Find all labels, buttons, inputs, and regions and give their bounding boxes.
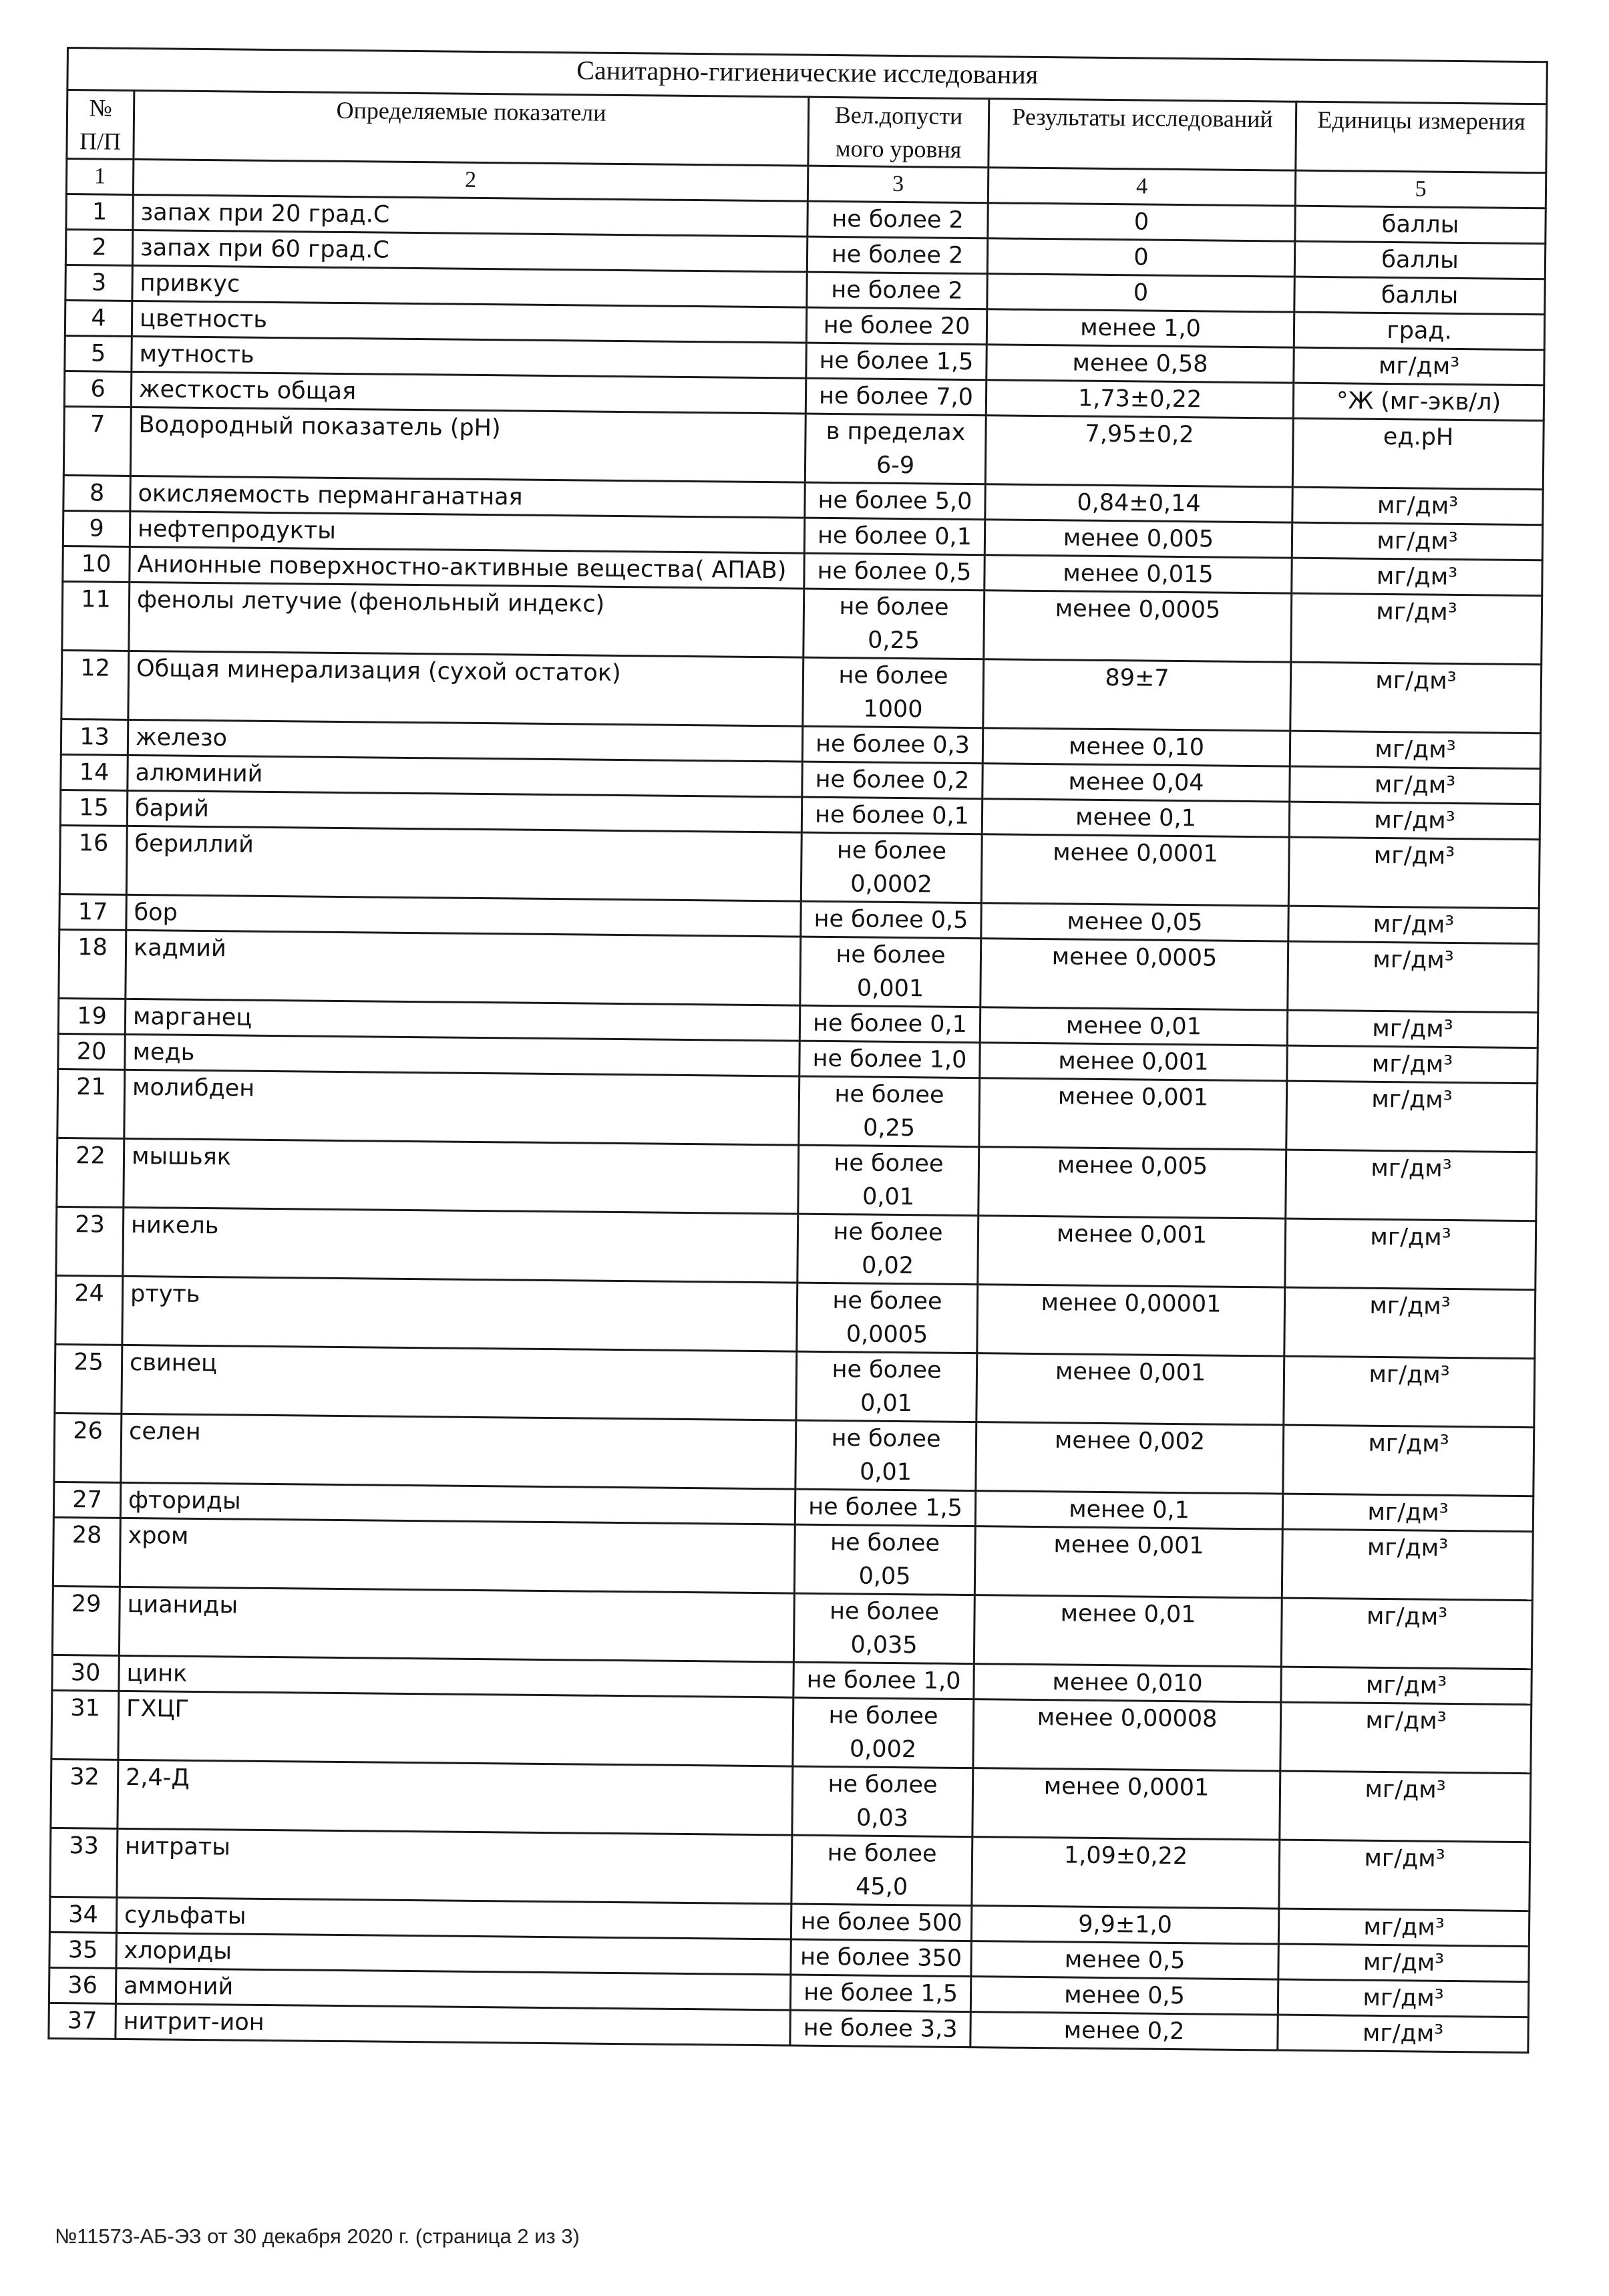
test-result: менее 0,10 — [982, 728, 1290, 766]
row-number: 35 — [49, 1932, 117, 1968]
test-result: менее 0,1 — [982, 799, 1289, 837]
row-number: 3 — [65, 265, 133, 301]
measurement-unit: мг/дм³ — [1287, 1045, 1538, 1084]
permissible-level: не более 0,002 — [793, 1697, 974, 1768]
permissible-level: не более 2 — [807, 236, 987, 274]
measurement-unit: мг/дм³ — [1290, 766, 1541, 804]
indicator-name: мышьяк — [124, 1138, 799, 1214]
permissible-level: не более 0,02 — [797, 1214, 978, 1285]
measurement-unit: мг/дм³ — [1280, 1771, 1531, 1842]
measurement-unit: мг/дм³ — [1288, 941, 1539, 1013]
measurement-unit: мг/дм³ — [1286, 1081, 1538, 1152]
measurement-unit: баллы — [1294, 241, 1546, 279]
test-result: менее 0,01 — [974, 1595, 1282, 1667]
measurement-unit: мг/дм³ — [1284, 1356, 1535, 1428]
test-result: менее 0,001 — [976, 1353, 1284, 1425]
permissible-level: не более 5,0 — [805, 482, 985, 520]
row-number: 30 — [52, 1655, 120, 1691]
indicator-name: марганец — [125, 999, 799, 1041]
row-number: 16 — [59, 825, 127, 894]
test-result: 0 — [988, 203, 1295, 241]
permissible-level: не более 0,03 — [792, 1766, 973, 1837]
indicator-name: мутность — [132, 336, 806, 378]
row-number: 34 — [49, 1897, 117, 1933]
measurement-unit: мг/дм³ — [1278, 1979, 1529, 2017]
results-body — [49, 194, 1546, 2053]
row-number: 13 — [61, 719, 128, 755]
test-result: менее 0,0005 — [980, 939, 1288, 1010]
indicator-name: медь — [125, 1034, 799, 1076]
row-number: 7 — [63, 406, 131, 476]
indicator-name: окисляемость перманганатная — [130, 476, 805, 518]
test-result: менее 0,001 — [978, 1216, 1286, 1287]
indicator-name: цианиды — [119, 1587, 794, 1662]
measurement-unit: мг/дм³ — [1281, 1667, 1532, 1705]
indicator-name: хлориды — [116, 1933, 791, 1975]
test-result: менее 0,04 — [982, 764, 1290, 802]
measurement-unit: мг/дм³ — [1288, 837, 1540, 909]
row-number: 26 — [54, 1413, 122, 1482]
indicator-name: запах при 20 град.С — [133, 194, 808, 236]
test-result: менее 0,0005 — [984, 591, 1292, 662]
test-result: менее 0,0001 — [981, 834, 1289, 906]
indicator-name: аммоний — [116, 1968, 790, 2010]
row-number: 33 — [50, 1828, 118, 1897]
indicator-name: нитрит-ион — [116, 2003, 790, 2045]
measurement-unit: мг/дм³ — [1292, 558, 1543, 596]
row-number: 15 — [60, 790, 128, 826]
row-number: 6 — [64, 371, 132, 407]
indicator-name: бор — [126, 894, 801, 937]
indicator-name: 2,4-Д — [118, 1760, 793, 1835]
measurement-unit: мг/дм³ — [1281, 1598, 1532, 1669]
measurement-unit: мг/дм³ — [1285, 1218, 1536, 1290]
test-result: менее 0,002 — [976, 1422, 1284, 1494]
permissible-level: не более 1,0 — [793, 1662, 974, 1699]
measurement-unit: °Ж (мг-экв/л) — [1293, 383, 1544, 421]
measurement-unit: мг/дм³ — [1287, 1010, 1538, 1048]
row-number: 9 — [63, 510, 130, 546]
measurement-unit: мг/дм³ — [1278, 2015, 1529, 2053]
indicator-name: Общая минерализация (сухой остаток) — [128, 651, 803, 726]
row-number: 23 — [56, 1206, 124, 1276]
measurement-unit: мг/дм³ — [1280, 1702, 1532, 1774]
header-number: № П/П — [67, 90, 134, 160]
header-result: Результаты исследований — [989, 99, 1296, 170]
permissible-level: не более 0,2 — [802, 762, 982, 799]
indicator-name: молибден — [124, 1070, 799, 1145]
indicator-name: хром — [120, 1518, 795, 1593]
test-result: менее 0,001 — [979, 1078, 1287, 1150]
test-result: 89±7 — [983, 659, 1291, 731]
column-number: 2 — [133, 159, 808, 201]
permissible-level: не более 0,01 — [796, 1351, 977, 1422]
permissible-level: не более 0,001 — [800, 937, 981, 1007]
indicator-name: барий — [127, 790, 801, 832]
measurement-unit: мг/дм³ — [1294, 347, 1545, 385]
row-number: 10 — [63, 546, 130, 582]
indicator-name: ртуть — [122, 1276, 797, 1351]
row-number: 18 — [59, 929, 126, 999]
indicator-name: никель — [123, 1207, 798, 1283]
test-result: менее 0,001 — [980, 1043, 1287, 1081]
header-limit: Вел.допусти мого уровня — [808, 97, 989, 168]
permissible-level: не более 350 — [791, 1939, 971, 1977]
row-number: 4 — [65, 300, 132, 336]
measurement-unit: мг/дм³ — [1284, 1287, 1536, 1359]
row-number: 14 — [61, 754, 128, 790]
indicator-name: кадмий — [126, 930, 801, 1005]
indicator-name: сульфаты — [116, 1897, 791, 1939]
test-result: менее 0,005 — [985, 520, 1292, 558]
permissible-level: не более 0,1 — [799, 1005, 980, 1043]
row-number: 21 — [57, 1069, 125, 1138]
permissible-level: не более 0,0002 — [801, 832, 982, 903]
permissible-level: не более 0,05 — [794, 1524, 975, 1595]
measurement-unit: мг/дм³ — [1282, 1494, 1534, 1532]
row-number: 29 — [52, 1586, 120, 1655]
test-result: менее 0,58 — [987, 345, 1294, 383]
row-number: 8 — [63, 475, 131, 511]
permissible-level: не более 0,035 — [793, 1593, 974, 1664]
permissible-level: не более 0,3 — [802, 726, 982, 764]
row-number: 37 — [49, 2003, 116, 2039]
indicator-name: Водородный показатель (pH) — [130, 407, 806, 482]
indicator-name: железо — [128, 719, 802, 762]
test-result: 1,73±0,22 — [986, 380, 1293, 418]
permissible-level: не более 0,1 — [804, 518, 985, 555]
indicator-name: бериллий — [126, 826, 801, 901]
permissible-level: не более 0,01 — [798, 1145, 979, 1216]
document-footer: №11573-АБ-ЭЗ от 30 декабря 2020 г. (страница 2 из 3) — [55, 2225, 580, 2248]
row-number: 12 — [61, 650, 129, 719]
column-number: 5 — [1295, 170, 1546, 208]
measurement-unit: мг/дм³ — [1279, 1840, 1530, 1911]
indicator-name: цветность — [132, 301, 806, 343]
row-number: 20 — [58, 1033, 126, 1070]
column-number: 1 — [66, 159, 134, 195]
test-result: менее 0,005 — [978, 1147, 1286, 1218]
permissible-level: не более 0,5 — [801, 901, 981, 939]
test-result: 9,9±1,0 — [971, 1906, 1278, 1944]
permissible-level: не более 1,5 — [806, 343, 987, 380]
permissible-level: не более 3,3 — [790, 2010, 970, 2047]
row-number: 17 — [59, 894, 127, 930]
measurement-unit: мг/дм³ — [1283, 1425, 1534, 1496]
measurement-unit: мг/дм³ — [1292, 522, 1543, 560]
permissible-level: не более 1,0 — [799, 1041, 980, 1078]
row-number: 19 — [58, 998, 126, 1034]
test-result: 7,95±0,2 — [985, 416, 1293, 487]
indicator-name: нефтепродукты — [130, 511, 804, 553]
indicator-name: свинец — [122, 1345, 797, 1420]
permissible-level: не более 1,5 — [795, 1489, 975, 1526]
test-result: менее 0,010 — [974, 1664, 1281, 1702]
permissible-level: не более 0,25 — [799, 1076, 980, 1147]
indicator-name: фториды — [120, 1482, 795, 1524]
measurement-unit: мг/дм³ — [1282, 1529, 1533, 1601]
sanitary-results-table — [47, 47, 1548, 2054]
measurement-unit: град. — [1294, 312, 1545, 350]
row-number: 27 — [53, 1482, 121, 1518]
permissible-level: не более 2 — [808, 201, 988, 238]
measurement-unit: мг/дм³ — [1286, 1150, 1537, 1221]
row-number: 25 — [55, 1344, 122, 1414]
indicator-name: цинк — [119, 1655, 793, 1697]
test-result: менее 0,00001 — [977, 1285, 1285, 1356]
test-result: менее 0,1 — [975, 1491, 1282, 1529]
measurement-unit: мг/дм³ — [1289, 802, 1540, 840]
measurement-unit: мг/дм³ — [1290, 662, 1542, 733]
table-title: Санитарно-гигиенические исследования — [67, 48, 1548, 104]
row-number: 32 — [51, 1759, 118, 1828]
test-result: менее 0,015 — [985, 555, 1292, 593]
row-number: 36 — [49, 1967, 116, 2003]
permissible-level: не более 500 — [791, 1904, 971, 1941]
permissible-level: не более 20 — [806, 307, 987, 345]
row-number: 2 — [65, 230, 133, 266]
test-result: менее 1,0 — [987, 309, 1294, 347]
test-result: менее 0,001 — [974, 1526, 1282, 1598]
measurement-unit: баллы — [1295, 206, 1546, 244]
indicator-name: Анионные поверхностно-активные вещества( АПАВ) — [130, 546, 804, 589]
column-number: 4 — [988, 168, 1295, 206]
test-result: менее 0,2 — [970, 2012, 1278, 2050]
indicator-name: фенолы летучие (фенольный индекс) — [129, 582, 804, 657]
permissible-level: не более 7,0 — [806, 378, 986, 416]
row-number: 24 — [55, 1275, 123, 1345]
test-result: 0 — [987, 274, 1294, 312]
permissible-level: в пределах 6-9 — [805, 414, 986, 484]
column-number: 3 — [808, 166, 988, 203]
test-result: менее 0,0001 — [972, 1768, 1280, 1840]
header-indicator: Определяемые показатели — [134, 90, 809, 166]
permissible-level: не более 0,1 — [801, 797, 982, 834]
indicator-name: алюминий — [128, 755, 802, 797]
test-result: менее 0,01 — [980, 1007, 1287, 1045]
permissible-level: не более 0,01 — [795, 1420, 976, 1491]
row-number: 5 — [65, 335, 132, 371]
measurement-unit: мг/дм³ — [1278, 1944, 1530, 1982]
test-result: 0 — [987, 238, 1294, 277]
row-number: 22 — [57, 1138, 124, 1207]
results-sheet — [47, 47, 1546, 2054]
permissible-level: не более 45,0 — [791, 1835, 972, 1906]
row-number: 31 — [51, 1690, 119, 1760]
indicator-name: запах при 60 град.С — [132, 230, 807, 272]
indicator-name: нитраты — [117, 1828, 792, 1904]
permissible-level: не более 2 — [807, 272, 987, 309]
indicator-name: селен — [121, 1414, 796, 1489]
test-result: менее 0,5 — [970, 1977, 1278, 2015]
permissible-level: не более 1000 — [803, 657, 984, 728]
permissible-level: не более 0,0005 — [797, 1283, 978, 1353]
measurement-unit: мг/дм³ — [1290, 731, 1541, 769]
row-number: 11 — [62, 581, 130, 651]
permissible-level: не более 0,5 — [804, 553, 985, 591]
indicator-name: жесткость общая — [131, 371, 806, 414]
header-unit: Единицы измерения — [1296, 102, 1547, 173]
measurement-unit: ед.рН — [1292, 418, 1544, 490]
row-number: 1 — [66, 194, 134, 230]
measurement-unit: мг/дм³ — [1292, 487, 1544, 525]
test-result: менее 0,5 — [971, 1941, 1278, 1979]
measurement-unit: баллы — [1294, 277, 1546, 315]
permissible-level: не более 1,5 — [790, 1975, 970, 2012]
test-result: менее 0,00008 — [973, 1699, 1281, 1771]
indicator-name: привкус — [132, 265, 807, 307]
measurement-unit: мг/дм³ — [1288, 906, 1540, 944]
test-result: 0,84±0,14 — [985, 484, 1292, 522]
measurement-unit: мг/дм³ — [1278, 1909, 1530, 1947]
row-number: 28 — [53, 1517, 120, 1587]
indicator-name: ГХЦГ — [118, 1691, 793, 1766]
test-result: 1,09±0,22 — [972, 1837, 1280, 1909]
test-result: менее 0,05 — [981, 903, 1288, 941]
measurement-unit: мг/дм³ — [1291, 593, 1542, 665]
permissible-level: не более 0,25 — [803, 589, 985, 659]
